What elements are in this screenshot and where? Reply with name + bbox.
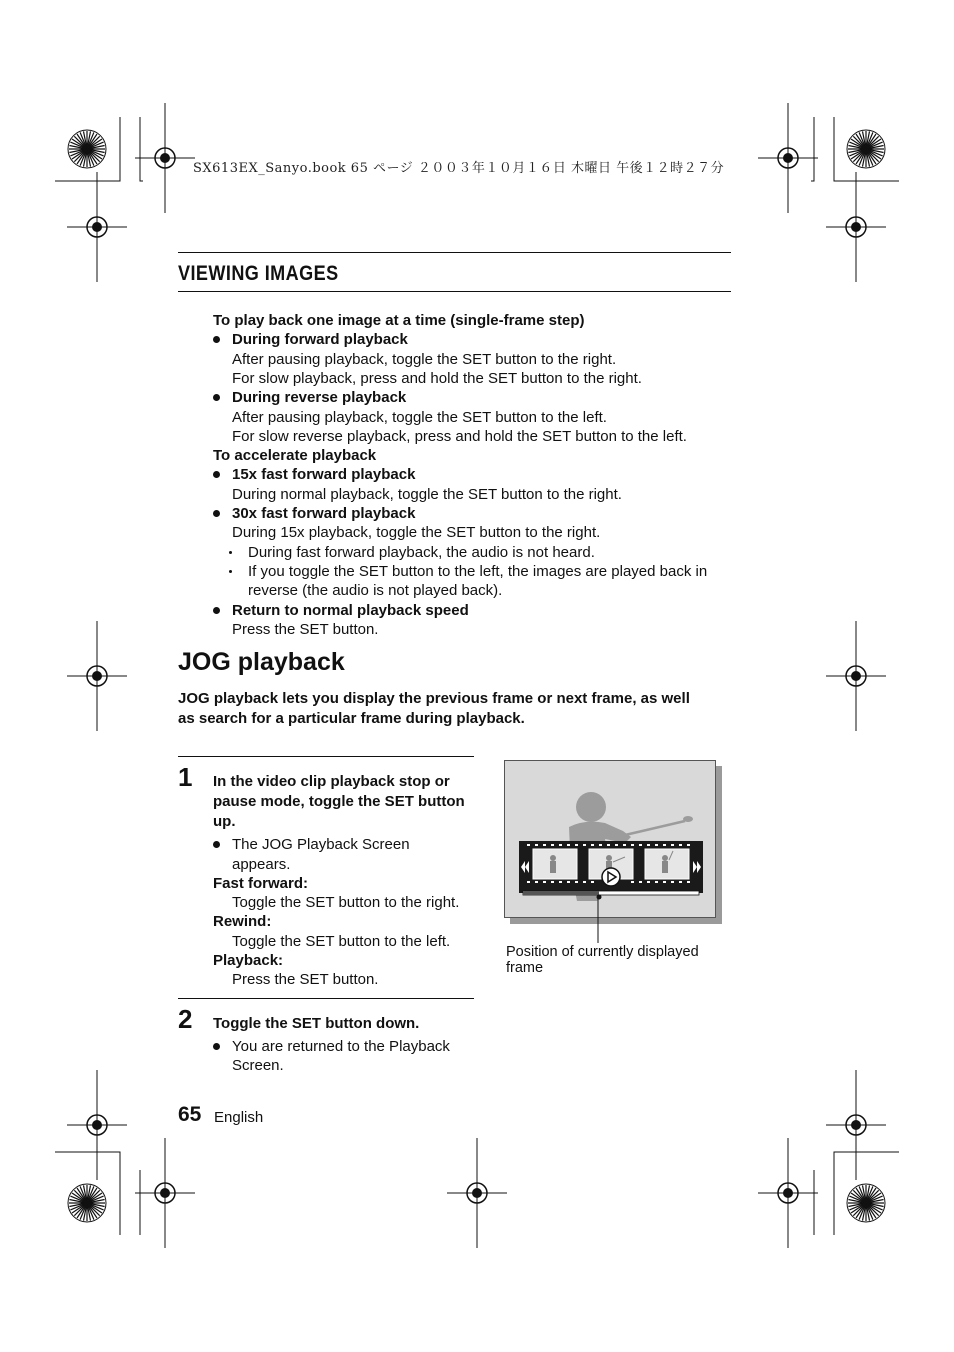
normal-speed-title: Return to normal playback speed	[232, 602, 469, 619]
figure-caption: Position of currently displayed	[506, 944, 699, 960]
position-bar-fill	[523, 891, 599, 895]
forward-playback-text: After pausing playback, toggle the SET button to the right.	[232, 351, 617, 368]
section-rule-bottom	[178, 291, 731, 292]
step1-instruction: up.	[213, 813, 236, 830]
language-label: English	[214, 1109, 264, 1126]
step1-instruction: In the video clip playback stop or	[213, 773, 450, 790]
normal-speed-text: Press the SET button.	[232, 621, 379, 638]
playback-label: Playback:	[213, 952, 284, 969]
step2-bullet-cont: Screen.	[232, 1057, 284, 1074]
step2-number: 2	[178, 1004, 193, 1034]
ff30-text: During 15x playback, toggle the SET button to the right.	[232, 524, 601, 541]
fast-forward-label: Fast forward:	[213, 875, 309, 892]
step1-rule	[178, 756, 474, 757]
jog-screen-figure	[504, 760, 716, 918]
step2-instruction: Toggle the SET button down.	[213, 1015, 420, 1032]
ff30-title: 30x fast forward playback	[232, 505, 416, 522]
section-title: VIEWING IMAGES	[178, 262, 339, 285]
step2-rule	[178, 998, 474, 999]
single-frame-heading: To play back one image at a time (single-frame step)	[213, 312, 585, 329]
reverse-playback-text: For slow reverse playback, press and hold the SET button to the left.	[232, 428, 687, 445]
ff15-text: During normal playback, toggle the SET button to the right.	[232, 486, 622, 503]
step1-bullet: The JOG Playback Screen	[232, 836, 410, 853]
golf-club-icon	[625, 821, 685, 835]
forward-playback-text: For slow playback, press and hold the SET button to the right.	[232, 370, 642, 387]
playback-text: Press the SET button.	[232, 971, 379, 988]
reverse-playback-title: During reverse playback	[232, 389, 407, 406]
ff15-title: 15x fast forward playback	[232, 466, 416, 483]
forward-playback-title: During forward playback	[232, 331, 408, 348]
reverse-playback-text: After pausing playback, toggle the SET button to the left.	[232, 409, 607, 426]
figure-caption-cont: frame	[506, 960, 544, 976]
jog-intro-cont: as search for a particular frame during playback.	[178, 710, 525, 727]
note-reverse-cont: reverse (the audio is not played back).	[248, 582, 503, 599]
note-audio: During fast forward playback, the audio is not heard.	[248, 544, 595, 561]
step1-number: 1	[178, 762, 193, 792]
fast-forward-text: Toggle the SET button to the right.	[232, 894, 460, 911]
jog-screen-illustration	[505, 761, 715, 917]
section-rule-top	[178, 252, 731, 253]
step2-bullet: You are returned to the Playback	[232, 1038, 450, 1055]
jog-screen	[504, 760, 716, 918]
jog-intro: JOG playback lets you display the previous frame or next frame, as well	[178, 690, 690, 707]
step1-bullet-cont: appears.	[232, 856, 291, 873]
rewind-label: Rewind:	[213, 913, 272, 930]
rewind-text: Toggle the SET button to the left.	[232, 933, 451, 950]
print-header: SX613EX_Sanyo.book 65 ページ ２００３年１０月１６日 木曜日 午後１２時２７分	[193, 161, 725, 176]
jog-title: JOG playback	[178, 648, 345, 676]
page-number: 65	[178, 1103, 202, 1126]
step1-instruction: pause mode, toggle the SET button	[213, 793, 465, 810]
accelerate-heading: To accelerate playback	[213, 447, 377, 464]
caption-leader-line	[590, 895, 606, 945]
note-reverse: If you toggle the SET button to the left, the images are played back in	[248, 563, 708, 580]
